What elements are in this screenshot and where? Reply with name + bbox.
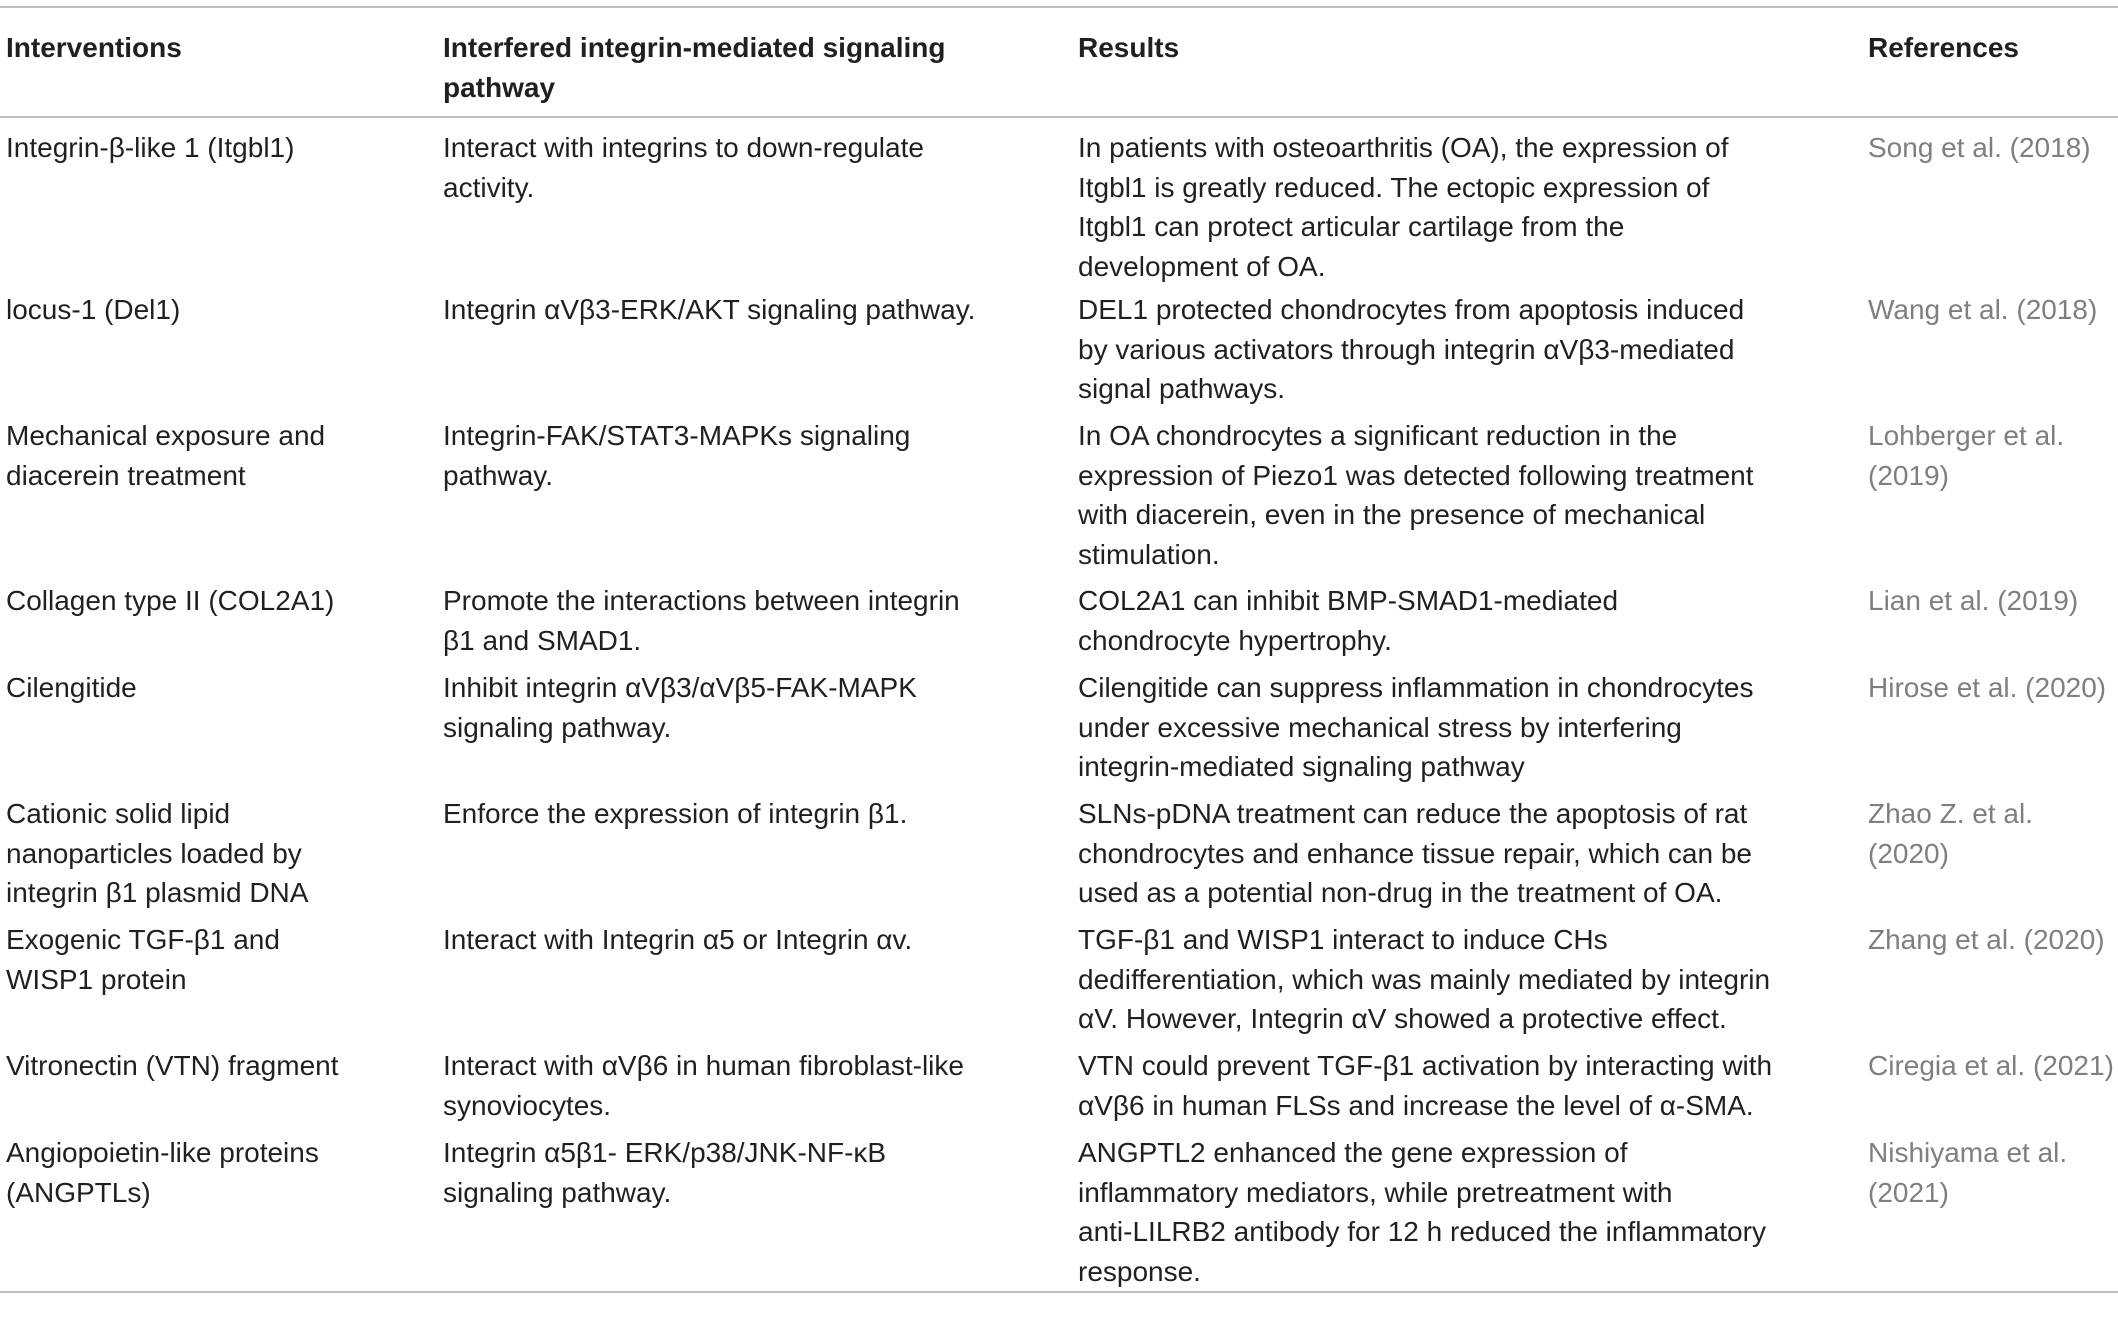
header-results: Results — [1078, 32, 1180, 63]
intervention-cell: Collagen type II (COL2A1) — [6, 585, 335, 616]
results-cell: In OA chondrocytes a significant reduction in the expression of Piezo1 was detected following treatment with diacerein, even in the presence of mechanical stimulation. — [1078, 420, 1754, 570]
table-row — [0, 573, 2118, 660]
reference-link[interactable]: Lian et al. (2019) — [1868, 585, 2079, 616]
intervention-cell: Exogenic TGF-β1 and WISP1 protein — [6, 924, 280, 995]
integrin-interventions-table — [0, 6, 2118, 1293]
results-cell: Cilengitide can suppress inflammation in chondrocytes under excessive mechanical stress by interfering integrin-mediated signaling pathway — [1078, 672, 1754, 782]
pathway-cell: Promote the interactions between integrin β1 and SMAD1. — [443, 585, 960, 656]
pathway-cell: Interact with αVβ6 in human fibroblast-like synoviocytes. — [443, 1050, 964, 1121]
pathway-cell: Inhibit integrin αVβ3/αVβ5-FAK-MAPK signaling pathway. — [443, 672, 917, 743]
intervention-cell: Vitronectin (VTN) fragment — [6, 1050, 339, 1081]
results-cell: VTN could prevent TGF-β1 activation by interacting with αVβ6 in human FLSs and increase the level of α-SMA. — [1078, 1050, 1773, 1121]
intervention-cell: Angiopoietin-like proteins (ANGPTLs) — [6, 1137, 319, 1208]
pathway-cell: Interact with integrins to down-regulate activity. — [443, 132, 924, 203]
table-row — [0, 1125, 2118, 1291]
results-cell: COL2A1 can inhibit BMP-SMAD1-mediated chondrocyte hypertrophy. — [1078, 585, 1619, 656]
table-row — [0, 282, 2118, 408]
pathway-cell: Integrin αVβ3-ERK/AKT signaling pathway. — [443, 294, 976, 325]
reference-link[interactable]: Hirose et al. (2020) — [1868, 672, 2107, 703]
table-row — [0, 408, 2118, 573]
results-cell: DEL1 protected chondrocytes from apoptosis induced by various activators through integrin αVβ3-mediated signal pathways. — [1078, 294, 1745, 404]
results-cell: ANGPTL2 enhanced the gene expression of inflammatory mediators, while pretreatment with anti-LILRB2 antibody for 12 h reduced the inflammatory response. — [1078, 1137, 1766, 1287]
results-cell: SLNs-pDNA treatment can reduce the apoptosis of rat chondrocytes and enhance tissue repair, which can be used as a potential non-drug in the treatment of OA. — [1078, 798, 1752, 908]
intervention-cell: Cationic solid lipid nanoparticles loaded by integrin β1 plasmid DNA — [6, 798, 309, 908]
reference-link[interactable]: Song et al. (2018) — [1868, 132, 2091, 163]
table-row — [0, 660, 2118, 786]
reference-link[interactable]: Zhang et al. (2020) — [1868, 924, 2105, 955]
reference-link[interactable]: Zhao Z. et al. (2020) — [1868, 798, 2033, 869]
header-interventions: Interventions — [6, 32, 182, 63]
header-references: References — [1868, 32, 2019, 63]
reference-link[interactable]: Nishiyama et al. (2021) — [1868, 1137, 2068, 1208]
pathway-cell: Integrin α5β1- ERK/p38/JNK-NF-κB signaling pathway. — [443, 1137, 887, 1208]
pathway-cell: Interact with Integrin α5 or Integrin αv. — [443, 924, 913, 955]
reference-link[interactable]: Ciregia et al. (2021) — [1868, 1050, 2114, 1081]
table-row — [0, 786, 2118, 912]
table-header-row — [0, 8, 2118, 118]
results-cell: In patients with osteoarthritis (OA), the expression of Itgbl1 is greatly reduced. The ectopic expression of Itgbl1 can protect articular cartilage from the development of OA. — [1078, 132, 1729, 282]
intervention-cell: Mechanical exposure and diacerein treatment — [6, 420, 326, 491]
results-cell: TGF-β1 and WISP1 interact to induce CHs dedifferentiation, which was mainly mediated by integrin αV. However, Integrin αV showed a protective effect. — [1078, 924, 1771, 1034]
reference-link[interactable]: Wang et al. (2018) — [1868, 294, 2098, 325]
pathway-cell: Integrin-FAK/STAT3-MAPKs signaling pathway. — [443, 420, 911, 491]
table-row — [0, 118, 2118, 282]
pathway-cell: Enforce the expression of integrin β1. — [443, 798, 908, 829]
intervention-cell: Cilengitide — [6, 672, 137, 703]
intervention-cell: Integrin-β-like 1 (Itgbl1) — [6, 132, 295, 163]
header-pathway: Interfered integrin-mediated signaling pathway — [443, 32, 946, 103]
reference-link[interactable]: Lohberger et al. (2019) — [1868, 420, 2065, 491]
table-row — [0, 912, 2118, 1038]
table-row — [0, 1038, 2118, 1125]
intervention-cell: locus-1 (Del1) — [6, 294, 181, 325]
